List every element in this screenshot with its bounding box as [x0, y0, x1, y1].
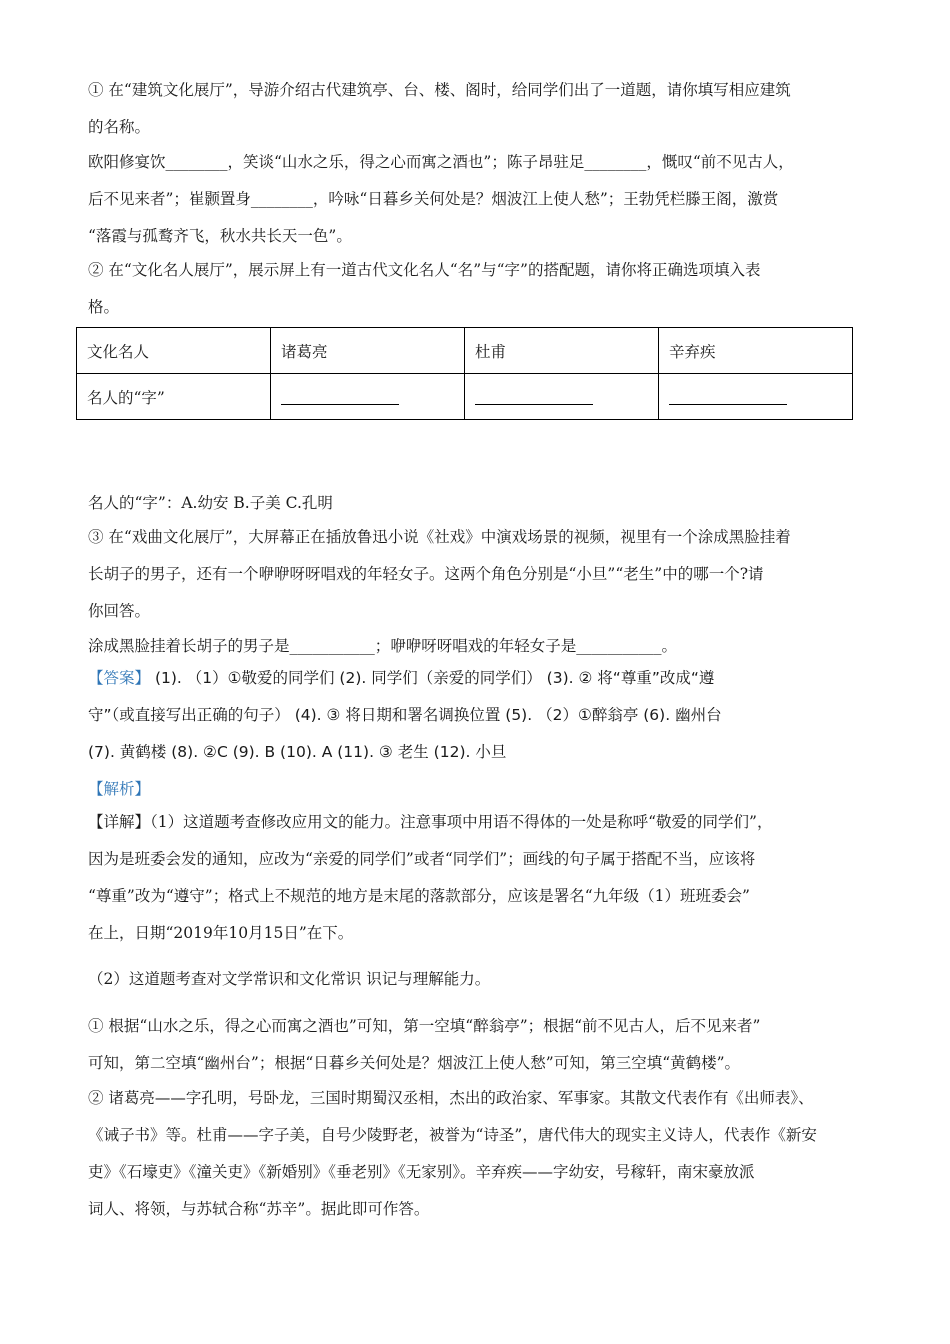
- q2-part2-prompt: ② 在“文化名人展厅”，展示屏上有一道古代文化名人“名”与“字”的搭配题，请你将正确选项填入表: [88, 261, 761, 279]
- analysis-paragraph: ① 根据“山水之乐，得之心而寓之酒也”可知，第一空填“醉翁亭”；根据“前不见古人，后不见来者”: [88, 1017, 761, 1035]
- answer-blank: [475, 390, 593, 405]
- answer-label: 【答案】: [88, 669, 151, 687]
- options-line: 名人的“字”：A.幼安 B.子美 C.孔明: [88, 494, 333, 512]
- q2-part3-prompt-cont: 长胡子的男子，还有一个咿咿呀呀唱戏的年轻女子。这两个角色分别是“小旦”“老生”中的哪一个?请: [88, 565, 764, 583]
- analysis-paragraph: 词人、将领，与苏轼合称“苏辛”。据此即可作答。: [88, 1200, 430, 1218]
- answer-line: [88, 668, 714, 688]
- fill-blank-line: 欧阳修宴饮________，笑谈“山水之乐，得之心而寓之酒也”；陈子昂驻足________，慨叹“前不见古人，: [88, 153, 794, 171]
- answer-text: (1). （1）①敬爱的同学们 (2). 同学们（亲爱的同学们） (3). ② 将“尊重”改成“遵: [150, 669, 715, 687]
- table-cell: 诸葛亮: [271, 328, 465, 374]
- q2-part3-prompt-cont: 你回答。: [88, 602, 151, 620]
- table-cell: 辛弃疾: [659, 328, 853, 374]
- answer-line: 守”（或直接写出正确的句子） (4). ③ 将日期和署名调换位置 (5). （2）①醉翁亭 (6). 幽州台: [88, 706, 722, 724]
- table-cell: 名人的“字”: [77, 374, 271, 420]
- analysis-paragraph: 【详解】（1）这道题考查修改应用文的能力。注意事项中用语不得体的一处是称呼“敬爱的同学们”，: [88, 813, 773, 831]
- answer-blank: [281, 390, 399, 405]
- table-row: [77, 374, 853, 420]
- analysis-label: 【解析】: [88, 780, 151, 798]
- analysis-paragraph: 因为是班委会发的通知，应改为“亲爱的同学们”或者“同学们”；画线的句子属于搭配不当，应该将: [88, 850, 756, 868]
- answer-line: (7). 黄鹤楼 (8). ②C (9). B (10). A (11). ③ 老生 (12). 小旦: [88, 743, 507, 761]
- analysis-paragraph: 在上，日期“2019年10月15日”在下。: [88, 924, 354, 942]
- table-cell: 文化名人: [77, 328, 271, 374]
- answer-blank: [669, 390, 787, 405]
- analysis-paragraph: 吏》《石壕吏》《潼关吏》《新婚别》《垂老别》《无家别》。辛弃疾——字幼安，号稼轩，南宋豪放派: [88, 1163, 755, 1181]
- table-cell: 杜甫: [465, 328, 659, 374]
- fill-blank-line: “落霞与孤鹜齐飞，秋水共长天一色”。: [88, 227, 352, 245]
- q2-part1-prompt-cont: 的名称。: [88, 118, 151, 136]
- analysis-paragraph: （2）这道题考查对文学常识和文化常识 识记与理解能力。: [88, 970, 491, 988]
- table-row: [77, 328, 853, 374]
- q2-part3-prompt: ③ 在“戏曲文化展厅”，大屏幕正在插放鲁迅小说《社戏》中演戏场景的视频，视里有一个涂成黑脸挂着: [88, 528, 791, 546]
- analysis-paragraph: ② 诸葛亮——字孔明，号卧龙，三国时期蜀汉丞相，杰出的政治家、军事家。其散文代表作有《出师表》、: [88, 1089, 814, 1107]
- q2-part1-prompt: ① 在“建筑文化展厅”，导游介绍古代建筑亭、台、楼、阁时，给同学们出了一道题，请你填写相应建筑: [88, 81, 791, 99]
- q2-part2-prompt-cont: 格。: [88, 298, 120, 316]
- name-style-table: [76, 327, 853, 420]
- fill-blank-line: 涂成黑脸挂着长胡子的男子是___________；咿咿呀呀唱戏的年轻女子是___________。: [88, 637, 678, 655]
- answer-blank-cell[interactable]: [465, 374, 659, 420]
- answer-blank-cell[interactable]: [271, 374, 465, 420]
- analysis-paragraph: 可知，第二空填“幽州台”；根据“日暮乡关何处是？烟波江上使人愁”可知，第三空填“黄鹤楼”。: [88, 1054, 741, 1072]
- fill-blank-line: 后不见来者”；崔颢置身________，吟咏“日暮乡关何处是？烟波江上使人愁”；王勃凭栏滕王阁，激赏: [88, 190, 779, 208]
- answer-blank-cell[interactable]: [659, 374, 853, 420]
- analysis-paragraph: “尊重”改为“遵守”；格式上不规范的地方是末尾的落款部分，应该是署名“九年级（1）班班委会”: [88, 887, 750, 905]
- analysis-paragraph: 《诫子书》等。杜甫——字子美，自号少陵野老，被誉为“诗圣”，唐代伟大的现实主义诗人，代表作《新安: [88, 1126, 817, 1144]
